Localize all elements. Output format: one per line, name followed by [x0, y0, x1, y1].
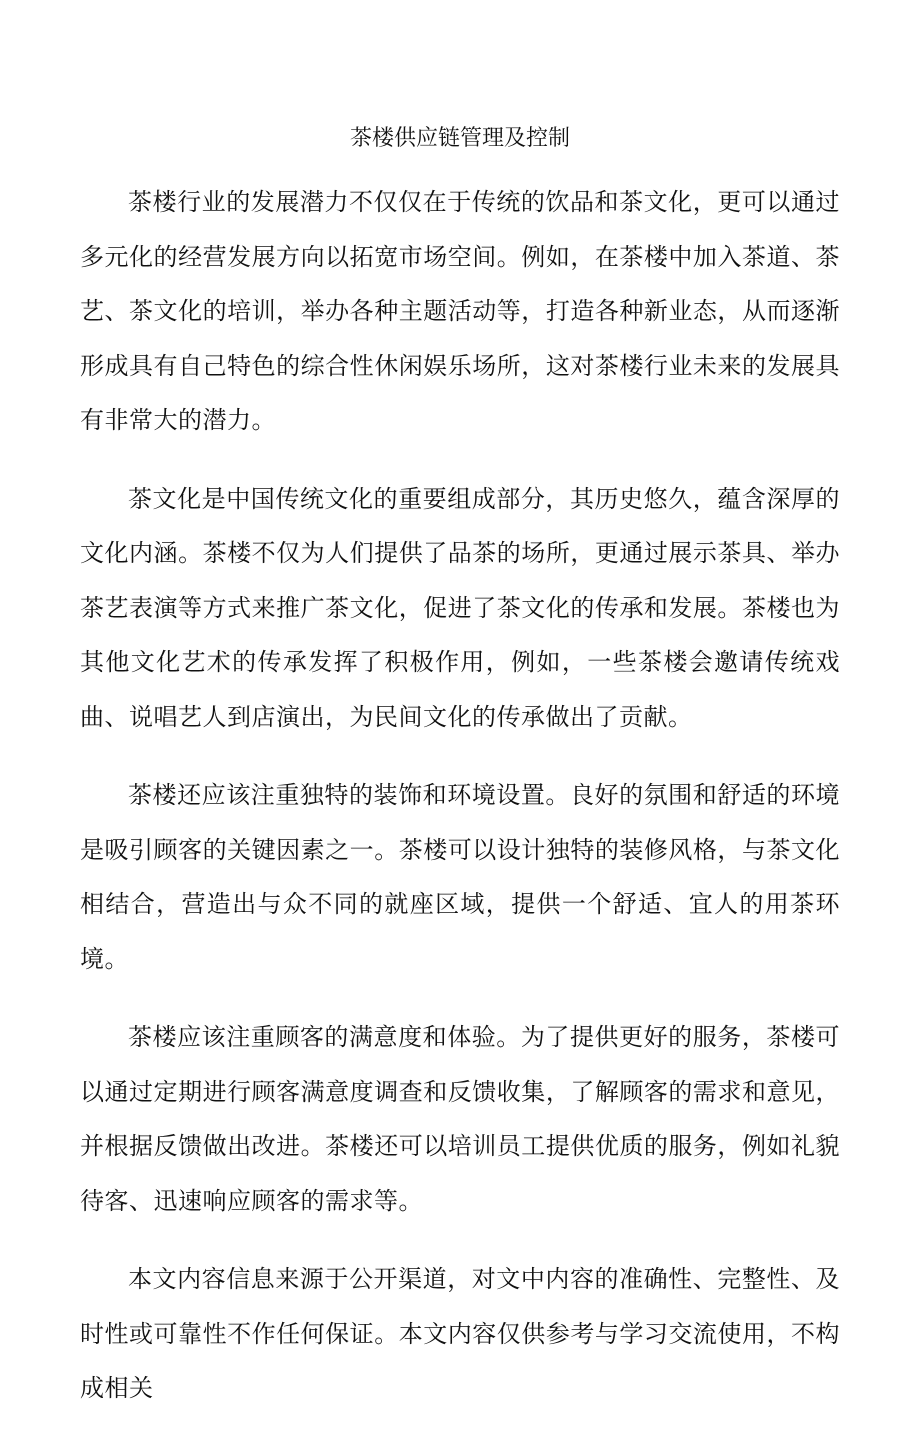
document-body: [80, 175, 840, 1440]
document-title: 茶楼供应链管理及控制: [349, 126, 570, 151]
paragraph-5-disclaimer: 本文内容信息来源于公开渠道，对文中内容的准确性、完整性、及时性或可靠性不作任何保证。本文内容仅供参考与学习交流使用，不构成相关: [80, 1265, 840, 1402]
paragraph-1: 茶楼行业的发展潜力不仅仅在于传统的饮品和茶文化，更可以通过多元化的经营发展方向以拓宽市场空间。例如，在茶楼中加入茶道、茶艺、茶文化的培训，举办各种主题活动等，打造各种新业态，从而逐渐形成具有自己特色的综合性休闲娱乐场所，这对茶楼行业未来的发展具有非常大的潜力。: [80, 188, 840, 434]
paragraph-2: 茶文化是中国传统文化的重要组成部分，其历史悠久，蕴含深厚的文化内涵。茶楼不仅为人们提供了品茶的场所，更通过展示茶具、举办茶艺表演等方式来推广茶文化，促进了茶文化的传承和发展。茶楼也为其他文化艺术的传承发挥了积极作用，例如，一些茶楼会邀请传统戏曲、说唱艺人到店演出，为民间文化的传承做出了贡献。: [80, 484, 840, 731]
paragraph-4: 茶楼应该注重顾客的满意度和体验。为了提供更好的服务，茶楼可以通过定期进行顾客满意度调查和反馈收集，了解顾客的需求和意见，并根据反馈做出改进。茶楼还可以培训员工提供优质的服务，例如礼貌待客、迅速响应顾客的需求等。: [80, 1023, 840, 1215]
paragraph-3: 茶楼还应该注重独特的装饰和环境设置。良好的氛围和舒适的环境是吸引顾客的关键因素之一。茶楼可以设计独特的装修风格，与茶文化相结合，营造出与众不同的就座区域，提供一个舒适、宜人的用茶环境。: [80, 781, 840, 973]
